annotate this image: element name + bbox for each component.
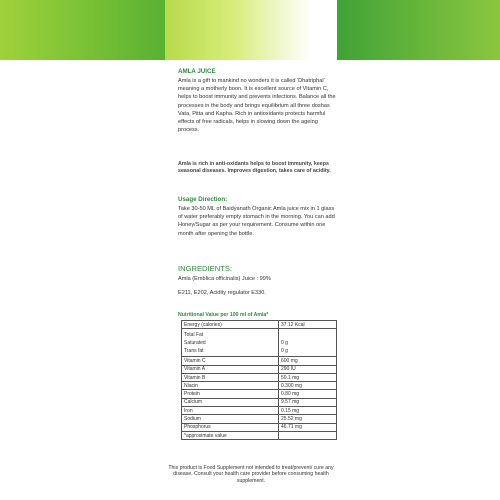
nutrient-value: 600 mg xyxy=(279,357,337,365)
nutrient-label: Vitamin B xyxy=(182,373,279,381)
nutrient-value: 0.15 mg xyxy=(279,407,337,415)
table-row xyxy=(182,423,337,431)
nutrient-value: 25.52 mg xyxy=(279,415,337,423)
trans-fat-value: 0 g xyxy=(281,348,288,355)
table-row xyxy=(182,382,337,390)
empty-cell xyxy=(279,431,337,439)
nutrient-label: Energy (calories) xyxy=(182,321,279,329)
table-row-fat xyxy=(182,329,337,357)
table-row xyxy=(182,365,337,373)
saturated-fat-value: 0 g xyxy=(281,340,288,347)
nutrient-value: 37.12 Kcal xyxy=(279,321,337,329)
nutrient-label: Protein xyxy=(182,390,279,398)
total-fat-label: Total Fat xyxy=(184,332,204,339)
panel-gradient-band xyxy=(165,0,337,60)
nutrient-label: Vitamin A xyxy=(182,365,279,373)
table-row xyxy=(182,415,337,423)
nutrient-value: 290 IU xyxy=(279,365,337,373)
nutrient-label: Vitamin C xyxy=(182,357,279,365)
usage-direction-text: Take 30-50 ML of Baidyanath Organic Amla juice mix in 1 glass of water preferably empty stomach in the morning. You can add Honey/Sugar as per your requirement. Consume within one month after opening the bottle. xyxy=(178,206,335,237)
nutrient-value: 9.57 mg xyxy=(279,398,337,406)
usage-direction-title: Usage Direction: xyxy=(178,196,228,203)
nutrient-label: Sodium xyxy=(182,415,279,423)
table-row xyxy=(182,390,337,398)
nutrient-value: 50.1 mg xyxy=(279,373,337,381)
approximate-note: *approximate value xyxy=(182,431,279,439)
nutrient-value: 46.71 mg xyxy=(279,423,337,431)
nutrition-table xyxy=(181,320,337,440)
amla-juice-title: AMLA JUICE xyxy=(178,68,216,75)
table-row xyxy=(182,321,337,329)
nutrient-label: Calcium xyxy=(182,398,279,406)
fat-values xyxy=(279,329,337,357)
ingredient-line-1: Amla (Emblica officinalis) Juice : 99% xyxy=(178,276,271,282)
table-row-note xyxy=(182,431,337,439)
nutrient-value: 0.80 mg xyxy=(279,390,337,398)
nutrient-label: Niacin xyxy=(182,382,279,390)
fat-labels xyxy=(182,329,279,357)
trans-fat-label: Trans fat xyxy=(184,348,204,355)
amla-description: Amla is a gift to mankind no wonders it is called 'Dhatriphal' meaning a motherly boon. It is excellent source of Vitamin C, helps to boost immunity and prevents infections. Balance all the processes in the body and brings equilibrium all three doshas Vata, Pitta and Kapha. Rich in antioxidants protects harmful effects of free radicals, helps in slowing down the ageing process. xyxy=(178,78,336,134)
ingredients-title: INGREDIENTS: xyxy=(178,264,233,273)
table-row xyxy=(182,407,337,415)
disclaimer-footer: This product is Food Supplement not intended to treat/prevent/ cure any disease. Consult your health care provider before consuming health supplement. xyxy=(168,465,334,484)
table-row xyxy=(182,373,337,381)
table-row xyxy=(182,398,337,406)
saturated-fat-label: Saturated xyxy=(184,340,206,347)
table-row xyxy=(182,357,337,365)
amla-benefits: Amla is rich in anti-oxidants helps to boost immunity, keeps seasonal diseases. Improves digestion, takes care of acidity. xyxy=(178,161,331,174)
nutrient-label: Iron xyxy=(182,407,279,415)
nutrition-title: Nutritional Value per 100 ml of Amla* xyxy=(178,312,269,318)
nutrient-value: 0.300 mg xyxy=(279,382,337,390)
ingredient-line-2: E211, E202, Acidity regulator E330. xyxy=(178,290,266,296)
nutrient-label: Phosphorus xyxy=(182,423,279,431)
